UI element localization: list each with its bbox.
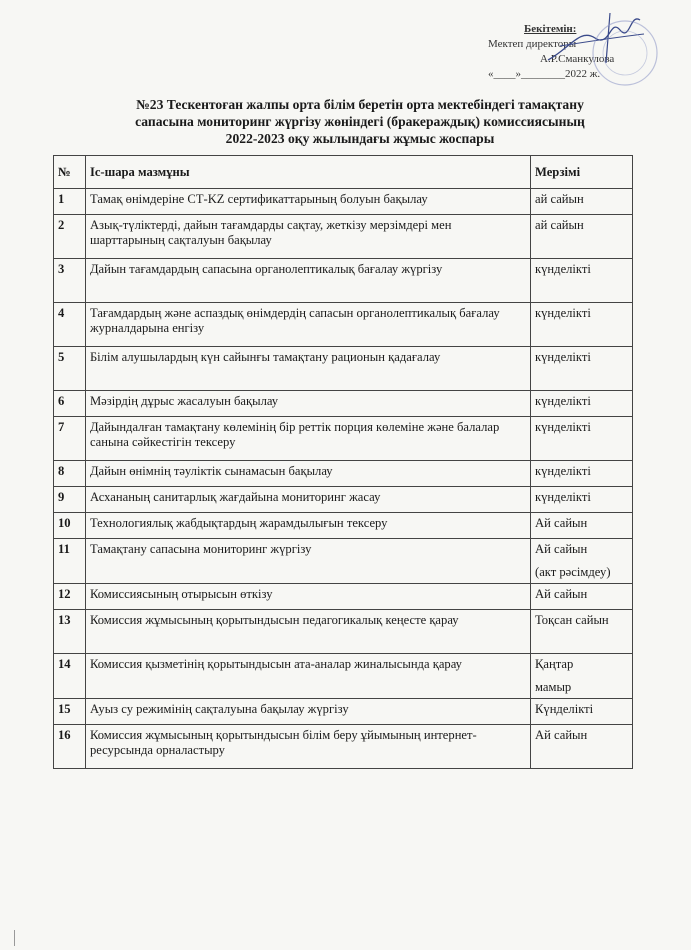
- row-term-value: күнделікті: [535, 394, 591, 408]
- row-content: Тамақ өнімдеріне СТ-KZ сертификаттарының болуын бақылау: [85, 189, 530, 215]
- row-content: Дайын тағамдардың сапасына органолептикалық бағалау жүргізу: [85, 259, 530, 303]
- row-content: Дайындалған тамақтану көлемінің бір реттік порция көлеміне және балалар санына сәйкестігін тексеру: [85, 417, 530, 461]
- row-term-value: күнделікті: [535, 490, 591, 504]
- row-term-value: Ай сайын: [535, 516, 588, 530]
- title-line-2: сапасына мониторинг жүргізу жөніндегі (бракераждық) комиссиясының: [135, 114, 585, 129]
- row-term: [531, 584, 633, 610]
- row-term-value: Күнделікті: [535, 702, 594, 716]
- row-content: Мәзірдің дұрыс жасалуын бақылау: [85, 391, 530, 417]
- table-row: [54, 699, 633, 725]
- row-term-value: күнделікті: [535, 464, 591, 478]
- title-line-1: №23 Тескентоған жалпы орта білім беретін орта мектебіндегі тамақтану: [136, 97, 584, 112]
- row-number: 10: [54, 513, 86, 539]
- row-content: Комиссиясының отырысын өткізу: [85, 584, 530, 610]
- row-term: [531, 189, 633, 215]
- table-row: [54, 259, 633, 303]
- row-term-value: ай сайын: [535, 218, 584, 232]
- row-term-value: ай сайын: [535, 192, 584, 206]
- row-term-value: күнделікті: [535, 306, 591, 320]
- row-term-value: Тоқсан сайын: [535, 613, 609, 627]
- row-number: 4: [54, 303, 86, 347]
- table-row: [54, 303, 633, 347]
- row-number: 5: [54, 347, 86, 391]
- row-content: Тамақтану сапасына мониторинг жүргізу: [85, 539, 530, 584]
- row-term: [531, 417, 633, 461]
- row-term: [531, 539, 633, 584]
- row-number: 9: [54, 487, 86, 513]
- row-content: Ауыз су режимінің сақталуына бақылау жүргізу: [85, 699, 530, 725]
- header-content: Іс-шара мазмұны: [85, 156, 530, 189]
- table-row: [54, 610, 633, 654]
- row-number: 8: [54, 461, 86, 487]
- table-row: [54, 391, 633, 417]
- table-row: [54, 417, 633, 461]
- row-term: [531, 725, 633, 769]
- table-header-row: [54, 156, 633, 189]
- row-term: [531, 699, 633, 725]
- row-term-value: Ай сайын: [535, 542, 588, 556]
- row-content: Азық-түліктерді, дайын тағамдарды сақтау, жеткізу мерзімдері мен шарттарының сақталуын бақылау: [85, 215, 530, 259]
- row-term-value: күнделікті: [535, 262, 591, 276]
- table-row: [54, 513, 633, 539]
- table-row: [54, 725, 633, 769]
- row-term-value: Ай сайын: [535, 728, 588, 742]
- row-number: 14: [54, 654, 86, 699]
- row-term: [531, 461, 633, 487]
- row-number: 3: [54, 259, 86, 303]
- row-number: 1: [54, 189, 86, 215]
- row-content: Асхананың санитарлық жағдайына мониторинг жасау: [85, 487, 530, 513]
- plan-table: [53, 155, 633, 769]
- row-term-note: мамыр: [535, 680, 572, 694]
- row-content: Дайын өнімнің тәуліктік сынамасын бақылау: [85, 461, 530, 487]
- row-term: [531, 303, 633, 347]
- table-row: [54, 347, 633, 391]
- row-content: Комиссия жұмысының қорытындысын білім беру ұйымының интернет-ресурсында орналастыру: [85, 725, 530, 769]
- row-number: 15: [54, 699, 86, 725]
- row-term-value: Ай сайын: [535, 587, 588, 601]
- row-term: [531, 347, 633, 391]
- header-number: №: [54, 156, 86, 189]
- row-term-note: (акт рәсімдеу): [535, 565, 611, 579]
- title-line-3: 2022-2023 оқу жылындағы жұмыс жоспары: [225, 131, 495, 146]
- header-term: Мерзімі: [531, 156, 633, 189]
- stamp-icon: [590, 18, 660, 88]
- approval-date: «____»________2022 ж.: [488, 68, 601, 80]
- table-row: [54, 215, 633, 259]
- table-row: [54, 654, 633, 699]
- row-term: [531, 654, 633, 699]
- row-number: 12: [54, 584, 86, 610]
- table-row: [54, 461, 633, 487]
- row-number: 2: [54, 215, 86, 259]
- row-content: Комиссия жұмысының қорытындысын педагогикалық кеңесте қарау: [85, 610, 530, 654]
- row-content: Комиссия қызметінің қорытындысын ата-аналар жиналысында қарау: [85, 654, 530, 699]
- approval-title: Бекітемін:: [524, 23, 577, 35]
- row-number: 6: [54, 391, 86, 417]
- table-row: [54, 189, 633, 215]
- row-term: [531, 391, 633, 417]
- row-term-value: күнделікті: [535, 420, 591, 434]
- row-content: Тағамдардың және аспаздық өнімдердің сапасын органолептикалық бағалау журналдарына енгізу: [85, 303, 530, 347]
- row-number: 13: [54, 610, 86, 654]
- row-term: [531, 215, 633, 259]
- row-number: 16: [54, 725, 86, 769]
- table-row: [54, 487, 633, 513]
- row-term-value: Қаңтар: [535, 657, 574, 671]
- row-number: 11: [54, 539, 86, 584]
- row-term: [531, 610, 633, 654]
- row-content: Технологиялық жабдықтардың жарамдылығын тексеру: [85, 513, 530, 539]
- scan-edge-mark: [14, 930, 21, 946]
- row-term: [531, 487, 633, 513]
- approval-name: А.Р.Сманкулова: [540, 53, 615, 65]
- table-row: [54, 584, 633, 610]
- row-term-value: күнделікті: [535, 350, 591, 364]
- row-term: [531, 259, 633, 303]
- row-content: Білім алушылардың күн сайынғы тамақтану рационын қадағалау: [85, 347, 530, 391]
- table-row: [54, 539, 633, 584]
- approval-position: Мектеп директоры: [488, 38, 577, 50]
- document-title: [80, 96, 640, 147]
- row-number: 7: [54, 417, 86, 461]
- row-term: [531, 513, 633, 539]
